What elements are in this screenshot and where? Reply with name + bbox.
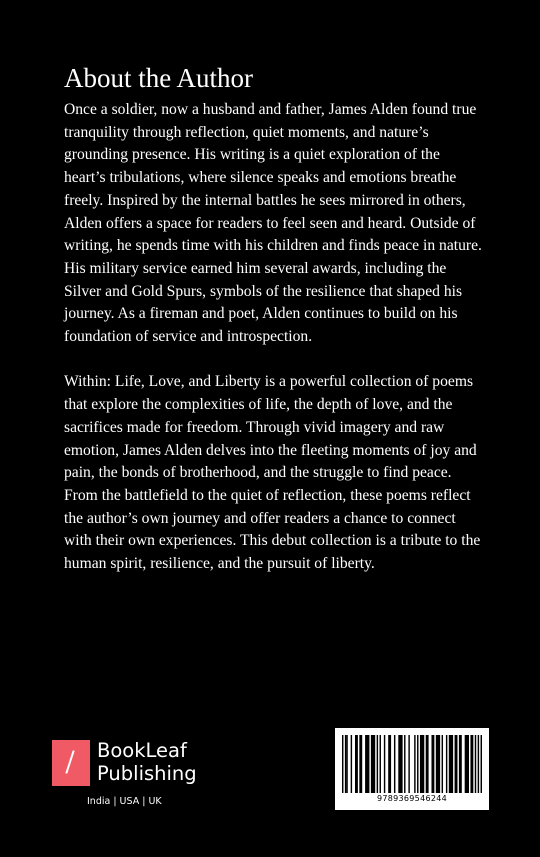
- publisher-name-line1: BookLeaf: [97, 739, 187, 762]
- barcode-bar: [414, 735, 415, 793]
- publisher-regions: India | USA | UK: [87, 796, 162, 807]
- barcode-bar: [342, 735, 343, 793]
- barcode-bar: [470, 735, 473, 793]
- barcode-bar: [404, 735, 405, 793]
- barcode-bar: [446, 735, 447, 793]
- barcode-bar: [436, 735, 440, 793]
- publisher-name-line2: Publishing: [97, 762, 197, 785]
- barcode-bar: [346, 735, 347, 793]
- barcode-bar: [371, 735, 375, 793]
- barcode-bar: [359, 735, 362, 793]
- barcode-bar: [355, 735, 358, 793]
- publisher-logo: [52, 740, 212, 840]
- barcode-bar: [380, 735, 381, 793]
- barcode-bar: [478, 735, 479, 793]
- barcode-bar: [394, 735, 395, 793]
- barcode-bar: [398, 735, 402, 793]
- barcode-bar: [384, 735, 385, 793]
- barcode-bar: [417, 735, 418, 793]
- bio-text: [64, 99, 484, 576]
- barcode-bar: [455, 735, 458, 793]
- isbn-barcode: [335, 728, 489, 810]
- barcode-bar: [465, 735, 469, 793]
- barcode-bar: [408, 735, 409, 793]
- isbn-number: 9789369546244: [376, 794, 448, 803]
- barcode-bar: [481, 735, 482, 793]
- barcode-bar: [351, 735, 352, 793]
- publisher-name: [97, 739, 197, 785]
- barcode-icon: [342, 735, 482, 793]
- leaf-slash-icon: [52, 740, 90, 786]
- barcode-bar: [426, 735, 429, 793]
- barcode-bar: [442, 735, 443, 793]
- barcode-bar: [431, 735, 434, 793]
- barcode-bar: [449, 735, 453, 793]
- barcode-bar: [377, 735, 378, 793]
- book-description-paragraph: Within: Life, Love, and Liberty is a powerful collection of poems that explore the complexities of life, the depth of love, and the sacrifices made for freedom. Through vivid imagery and raw emotion, James Alden delves into the fleeting moments of joy and pain, the bonds of brotherhood, and the struggle to find peace. From the battlefield to the quiet of reflection, these poems reflect the author’s own journey and offer readers a chance to connect with their own experiences. This debut collection is a tribute to the human spirit, resilience, and the pursuit of liberty.: [64, 373, 481, 573]
- barcode-bar: [388, 735, 391, 793]
- about-author-heading: About the Author: [64, 63, 253, 93]
- barcode-bar: [345, 735, 346, 793]
- barcode-bar: [475, 735, 476, 793]
- barcode-bar: [420, 735, 424, 793]
- barcode-bar: [365, 735, 369, 793]
- barcode-bar: [459, 735, 462, 793]
- author-bio-paragraph: Once a soldier, now a husband and father, James Alden found true tranquility through reflection, quiet moments, and nature’s grounding presence. His writing is a quiet exploration of the heart’s tribulations, where silence speaks and emotions breathe freely. Inspired by the internal battles he sees mirrored in others, Alden offers a space for readers to feel seen and heard. Outside of writing, he spends time with his children and finds peace in nature. His military service earned him several awards, including the Silver and Gold Spurs, symbols of the resilience that shaped his journey. As a fireman and poet, Alden continues to build on his foundation of service and introspection.: [64, 101, 482, 346]
